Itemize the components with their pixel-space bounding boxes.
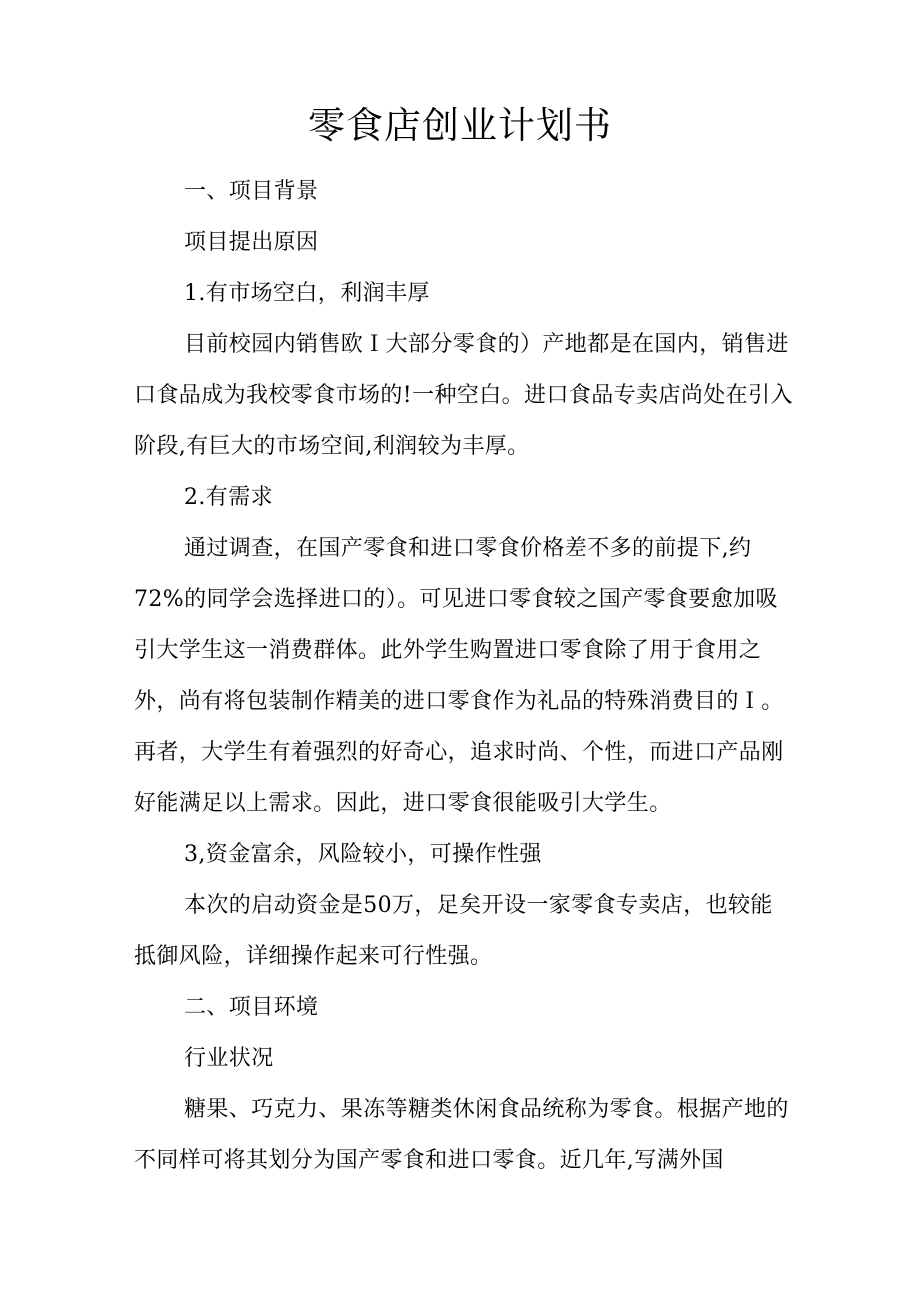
document-body — [134, 166, 794, 1186]
section-heading-background: 一、项目背景 — [184, 179, 319, 204]
document-title: 零食店创业计划书 — [308, 104, 612, 147]
subheading-reasons: 项目提出原因 — [184, 230, 319, 255]
paragraph-market-gap: 目前校园内销售欧Ｉ大部分零食的）产地都是在国内，销售进口食品成为我校零食市场的!一种空白。进口食品专卖店尚处在引入阶段,有巨大的市场空间,利润较为丰厚。 — [134, 332, 793, 459]
paragraph-demand: 通过调查，在国产零食和进口零食价格差不多的前提下,约72%的同学会选择进口的）。可见进口零食较之国产零食要愈加吸引大学生这一消费群体。此外学生购置进口零食除了用于食用之外，尚有将包装制作精美的进口零食作为礼品的特殊消费目的Ｉ。再者，大学生有着强烈的好奇心，追求时尚、个性，而进口产品刚好能满足以上需求。因此，进口零食很能吸引大学生。 — [134, 536, 784, 816]
paragraph-funding: 本次的启动资金是50万，足矣开设一家零食专卖店，也较能抵御风险，详细操作起来可行性强。 — [134, 893, 773, 969]
point-heading-3: 3,资金富余，风险较小，可操作性强 — [184, 842, 542, 867]
point-heading-1: 1.有市场空白，利润丰厚 — [184, 281, 430, 306]
section-heading-environment: 二、项目环境 — [184, 995, 319, 1020]
point-heading-2: 2.有需求 — [184, 485, 273, 510]
paragraph-industry: 糖果、巧克力、果冻等糖类休闲食品统称为零食。根据产地的不同样可将其划分为国产零食和进口零食。近几年,写满外国 — [134, 1097, 789, 1173]
subheading-industry-status: 行业状况 — [184, 1046, 274, 1071]
